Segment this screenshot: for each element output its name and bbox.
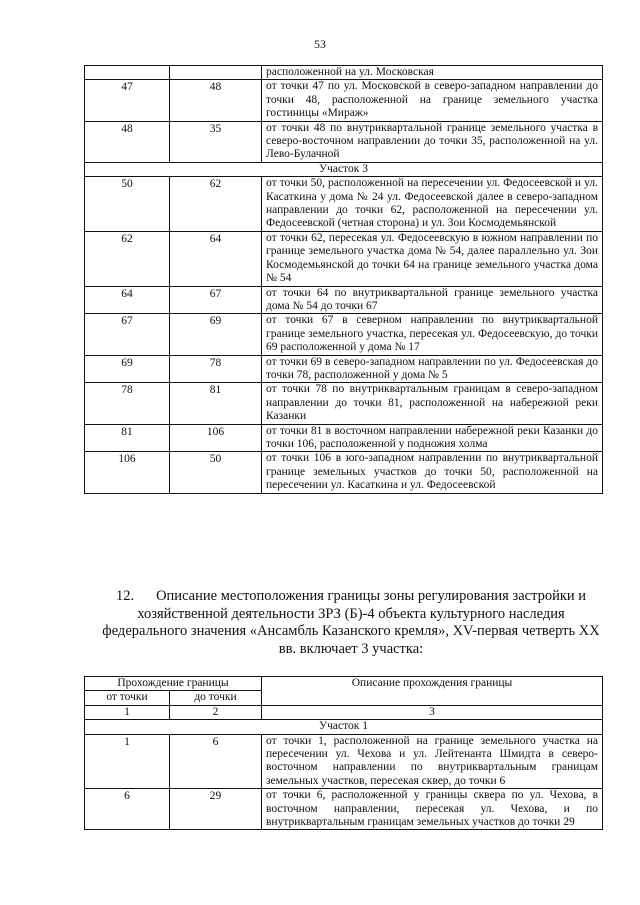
from-point	[85, 66, 170, 80]
boundary-description: от точки 67 в северном направлении по внутриквартальной границе земельного участка, пересекая ул. Федосеевскую, до точки 69 расположенной у дома № 17	[262, 314, 603, 355]
table-row	[85, 231, 603, 286]
from-point: 64	[85, 286, 170, 314]
header-col-number-3: 3	[262, 705, 603, 719]
section-row	[85, 720, 603, 734]
to-point: 69	[170, 314, 262, 355]
table-row	[85, 66, 603, 80]
from-point: 67	[85, 314, 170, 355]
section-label: Участок 1	[85, 720, 603, 734]
boundary-description: расположенной на ул. Московская	[262, 66, 603, 80]
to-point: 62	[170, 177, 262, 232]
to-point: 48	[170, 80, 262, 121]
boundary-table-continued	[84, 65, 603, 494]
from-point: 6	[85, 789, 170, 830]
to-point: 35	[170, 121, 262, 162]
table-row	[85, 734, 603, 789]
to-point: 6	[170, 734, 262, 789]
from-point: 78	[85, 383, 170, 424]
to-point: 50	[170, 452, 262, 493]
section-row	[85, 162, 603, 176]
to-point: 64	[170, 231, 262, 286]
boundary-description: от точки 64 по внутриквартальной границе земельного участка дома № 54 до точки 67	[262, 286, 603, 314]
section-number: 12.	[115, 588, 135, 604]
from-point: 81	[85, 424, 170, 452]
to-point: 106	[170, 424, 262, 452]
table-row	[85, 789, 603, 830]
table-row	[85, 177, 603, 232]
table-row	[85, 452, 603, 493]
page-number: 53	[314, 37, 326, 51]
boundary-description: от точки 81 в восточном направлении набережной реки Казанки до точки 106, расположенной у подножия холма	[262, 424, 603, 452]
boundary-description: от точки 69 в северо-западном направлении по ул. Федосеевская до точки 78, расположенной у дома № 5	[262, 355, 603, 383]
boundary-description: от точки 106 в юго-западном направлении по внутриквартальной границе земельных участков до точки 50, расположенной на пересечении ул. Касаткина и ул. Федосеевской	[262, 452, 603, 493]
boundary-table-zrz-b4	[84, 676, 603, 830]
section-12-heading	[96, 588, 606, 658]
from-point: 1	[85, 734, 170, 789]
boundary-description: от точки 1, расположенной на границе земельного участка на пересечении ул. Чехова и ул. Лейтенанта Шмидта в северо-восточном направлении по внутриквартальным границам земельных участков, пересекая сквер, до точки 6	[262, 734, 603, 789]
from-point: 50	[85, 177, 170, 232]
header-description: Описание прохождения границы	[262, 677, 603, 706]
to-point: 81	[170, 383, 262, 424]
table-row	[85, 383, 603, 424]
header-col-number-1: 1	[85, 705, 170, 719]
header-col-number-2: 2	[170, 705, 262, 719]
from-point: 48	[85, 121, 170, 162]
boundary-description: от точки 47 по ул. Московской в северо-западном направлении до точки 48, расположенной на границе земельного участка гостиницы «Мираж»	[262, 80, 603, 121]
boundary-description: от точки 78 по внутриквартальным границам в северо-западном направлении до точки 81, расположенной на набережной реки Казанки	[262, 383, 603, 424]
section-heading-text: Описание местоположения границы зоны регулирования застройки и хозяйственной деятельности ЗРЗ (Б)-4 объекта культурного наследия федерального значения «Ансамбль Казанского кремля», XV-первая четверть XX вв. включает 3 участка:	[102, 588, 600, 657]
boundary-description: от точки 6, расположенной у границы сквера по ул. Чехова, в восточном направлении, пересекая ул. Чехова, и по внутриквартальным границам земельных участков до точки 29	[262, 789, 603, 830]
boundary-description: от точки 50, расположенной на пересечении ул. Федосеевской и ул. Касаткина у дома № 24 ул. Федосеевской далее в северо-западном направлении до точки 62, расположенной на пересечении ул. Федосеевской (четная сторона) и ул. Зои Космодемьянской	[262, 177, 603, 232]
from-point: 47	[85, 80, 170, 121]
from-point: 106	[85, 452, 170, 493]
boundary-description: от точки 48 по внутриквартальной границе земельного участка в северо-восточном направлении до точки 35, расположенной на ул. Лево-Булачной	[262, 121, 603, 162]
to-point: 78	[170, 355, 262, 383]
from-point: 62	[85, 231, 170, 286]
header-boundary-passage: Прохождение границы	[85, 677, 262, 691]
header-to-point: до точки	[170, 691, 262, 705]
table-row	[85, 424, 603, 452]
table-row	[85, 286, 603, 314]
table-row	[85, 80, 603, 121]
table-row	[85, 314, 603, 355]
to-point	[170, 66, 262, 80]
to-point: 29	[170, 789, 262, 830]
boundary-description: от точки 62, пересекая ул. Федосеевскую в южном направлении по границе земельного участка дома № 54, далее параллельно ул. Зои Космодемьянской до точки 64 на границе земельного участка дома № 54	[262, 231, 603, 286]
to-point: 67	[170, 286, 262, 314]
table-row	[85, 121, 603, 162]
table-row	[85, 355, 603, 383]
from-point: 69	[85, 355, 170, 383]
section-label: Участок 3	[85, 162, 603, 176]
header-from-point: от точки	[85, 691, 170, 705]
